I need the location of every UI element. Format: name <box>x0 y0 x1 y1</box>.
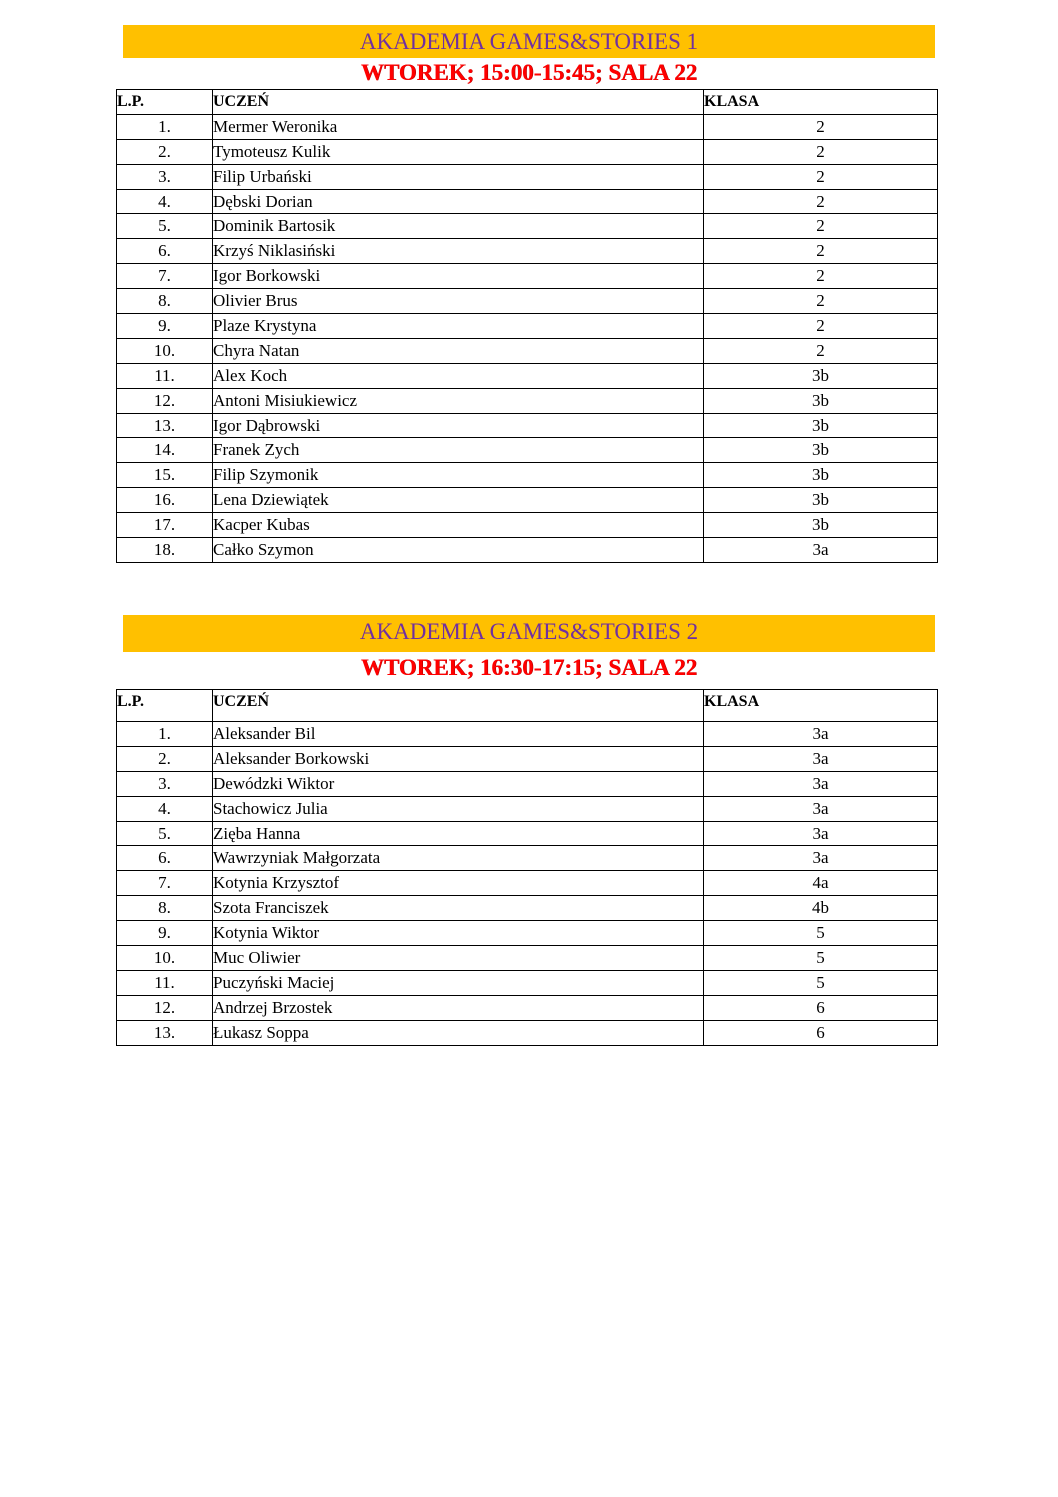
student-class: 4a <box>704 871 938 896</box>
table-header-row <box>117 90 938 115</box>
table-row <box>117 314 938 339</box>
student-name: Kacper Kubas <box>213 513 704 538</box>
student-name: Franek Zych <box>213 438 704 463</box>
row-number: 13. <box>117 1020 213 1045</box>
student-class: 5 <box>704 921 938 946</box>
row-number: 5. <box>117 821 213 846</box>
row-number: 15. <box>117 463 213 488</box>
row-number: 7. <box>117 871 213 896</box>
row-number: 4. <box>117 796 213 821</box>
student-name: Puczyński Maciej <box>213 970 704 995</box>
row-number: 10. <box>117 338 213 363</box>
student-class: 5 <box>704 946 938 971</box>
student-class: 3a <box>704 722 938 747</box>
student-name: Aleksander Bil <box>213 722 704 747</box>
table-row <box>117 538 938 563</box>
row-number: 12. <box>117 388 213 413</box>
row-number: 1. <box>117 114 213 139</box>
student-class: 6 <box>704 995 938 1020</box>
table-header-row <box>117 690 938 722</box>
group-2-roster-body <box>117 722 938 1046</box>
student-class: 2 <box>704 338 938 363</box>
student-class: 3b <box>704 463 938 488</box>
table-row <box>117 513 938 538</box>
student-class: 3b <box>704 438 938 463</box>
row-number: 18. <box>117 538 213 563</box>
group-2-title: AKADEMIA GAMES&STORIES 2 <box>359 619 699 644</box>
row-number: 17. <box>117 513 213 538</box>
table-row <box>117 164 938 189</box>
student-name: Szota Franciszek <box>213 896 704 921</box>
table-row <box>117 413 938 438</box>
student-name: Filip Szymonik <box>213 463 704 488</box>
student-name: Filip Urbański <box>213 164 704 189</box>
student-name: Alex Koch <box>213 363 704 388</box>
row-number: 4. <box>117 189 213 214</box>
student-class: 3a <box>704 771 938 796</box>
row-number: 6. <box>117 239 213 264</box>
group-1-roster-table <box>116 89 938 563</box>
student-name: Dewódzki Wiktor <box>213 771 704 796</box>
table-row <box>117 796 938 821</box>
row-number: 12. <box>117 995 213 1020</box>
student-name: Kotynia Krzysztof <box>213 871 704 896</box>
student-name: Łukasz Soppa <box>213 1020 704 1045</box>
group-2-title-banner <box>123 615 935 652</box>
table-row <box>117 821 938 846</box>
column-header-klasa: KLASA <box>704 690 938 722</box>
table-row <box>117 239 938 264</box>
student-class: 3b <box>704 488 938 513</box>
group-2-schedule: WTOREK; 16:30-17:15; SALA 22 <box>360 655 698 680</box>
group-2-roster-table <box>116 689 938 1046</box>
row-number: 5. <box>117 214 213 239</box>
table-row <box>117 722 938 747</box>
student-name: Tymoteusz Kulik <box>213 139 704 164</box>
row-number: 14. <box>117 438 213 463</box>
table-row <box>117 264 938 289</box>
group-1-roster-body <box>117 114 938 562</box>
table-row <box>117 214 938 239</box>
student-class: 3a <box>704 538 938 563</box>
student-name: Dominik Bartosik <box>213 214 704 239</box>
table-row <box>117 139 938 164</box>
row-number: 1. <box>117 722 213 747</box>
student-class: 2 <box>704 189 938 214</box>
student-class: 2 <box>704 289 938 314</box>
column-header-klasa: KLASA <box>704 90 938 115</box>
row-number: 7. <box>117 264 213 289</box>
row-number: 8. <box>117 896 213 921</box>
student-name: Dębski Dorian <box>213 189 704 214</box>
row-number: 16. <box>117 488 213 513</box>
student-name: Plaze Krystyna <box>213 314 704 339</box>
table-row <box>117 896 938 921</box>
student-class: 3a <box>704 821 938 846</box>
table-row <box>117 970 938 995</box>
column-header-uczen: UCZEŃ <box>213 690 704 722</box>
student-name: Mermer Weronika <box>213 114 704 139</box>
row-number: 3. <box>117 164 213 189</box>
table-row <box>117 488 938 513</box>
table-row <box>117 463 938 488</box>
column-header-lp: L.P. <box>117 690 213 722</box>
row-number: 3. <box>117 771 213 796</box>
table-row <box>117 921 938 946</box>
student-name: Kotynia Wiktor <box>213 921 704 946</box>
student-class: 2 <box>704 239 938 264</box>
table-row <box>117 871 938 896</box>
student-name: Aleksander Borkowski <box>213 746 704 771</box>
student-name: Igor Dąbrowski <box>213 413 704 438</box>
student-class: 6 <box>704 1020 938 1045</box>
table-row <box>117 1020 938 1045</box>
student-class: 3a <box>704 746 938 771</box>
table-row <box>117 846 938 871</box>
row-number: 9. <box>117 921 213 946</box>
student-name: Wawrzyniak Małgorzata <box>213 846 704 871</box>
table-row <box>117 946 938 971</box>
student-class: 4b <box>704 896 938 921</box>
column-header-lp: L.P. <box>117 90 213 115</box>
student-name: Antoni Misiukiewicz <box>213 388 704 413</box>
student-class: 2 <box>704 264 938 289</box>
student-class: 3a <box>704 846 938 871</box>
student-name: Muc Oliwier <box>213 946 704 971</box>
column-header-uczen: UCZEŃ <box>213 90 704 115</box>
student-name: Igor Borkowski <box>213 264 704 289</box>
student-name: Lena Dziewiątek <box>213 488 704 513</box>
student-class: 5 <box>704 970 938 995</box>
row-number: 13. <box>117 413 213 438</box>
row-number: 10. <box>117 946 213 971</box>
table-row <box>117 388 938 413</box>
table-row <box>117 338 938 363</box>
table-row <box>117 771 938 796</box>
student-class: 3b <box>704 388 938 413</box>
student-class: 3b <box>704 413 938 438</box>
row-number: 11. <box>117 363 213 388</box>
student-name: Całko Szymon <box>213 538 704 563</box>
row-number: 6. <box>117 846 213 871</box>
student-class: 2 <box>704 139 938 164</box>
student-class: 3a <box>704 796 938 821</box>
student-name: Stachowicz Julia <box>213 796 704 821</box>
group-1-title: AKADEMIA GAMES&STORIES 1 <box>359 29 699 54</box>
table-row <box>117 363 938 388</box>
row-number: 2. <box>117 746 213 771</box>
student-name: Olivier Brus <box>213 289 704 314</box>
student-class: 2 <box>704 164 938 189</box>
student-name: Krzyś Niklasiński <box>213 239 704 264</box>
table-row <box>117 746 938 771</box>
student-class: 2 <box>704 314 938 339</box>
group-1-schedule: WTOREK; 15:00-15:45; SALA 22 <box>360 60 698 85</box>
table-row <box>117 289 938 314</box>
table-row <box>117 438 938 463</box>
table-row <box>117 995 938 1020</box>
group-1-title-banner <box>123 25 935 58</box>
row-number: 11. <box>117 970 213 995</box>
table-row <box>117 189 938 214</box>
table-row <box>117 114 938 139</box>
row-number: 2. <box>117 139 213 164</box>
student-class: 3b <box>704 513 938 538</box>
student-name: Andrzej Brzostek <box>213 995 704 1020</box>
student-class: 2 <box>704 114 938 139</box>
row-number: 8. <box>117 289 213 314</box>
student-class: 3b <box>704 363 938 388</box>
student-name: Chyra Natan <box>213 338 704 363</box>
student-class: 2 <box>704 214 938 239</box>
student-name: Zięba Hanna <box>213 821 704 846</box>
row-number: 9. <box>117 314 213 339</box>
